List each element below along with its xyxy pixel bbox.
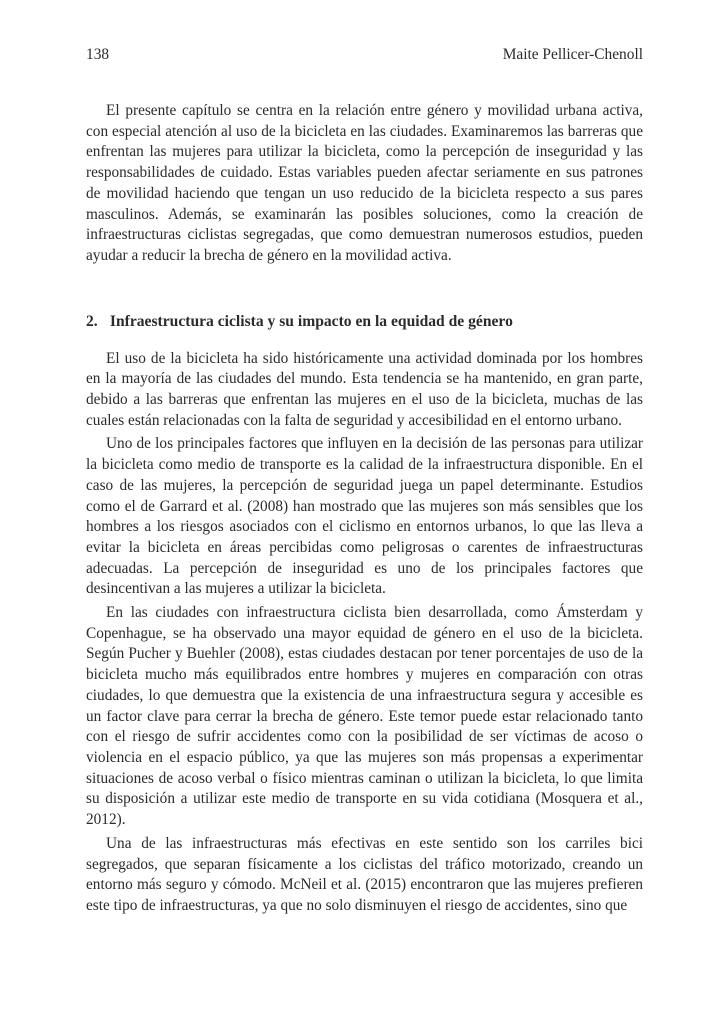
- body-paragraph: En las ciudades con infraestructura ciclista bien desarrollada, como Ámsterdam y Copenhague, se ha observado una mayor equidad de género en el uso de la bicicleta. Según Pucher y Buehler (2008), estas ciudades destacan por tener porcentajes de uso de la bicicleta mucho más equilibrados entre hombres y mujeres en comparación con otras ciudades, lo que demuestra que la existencia de una infraestructura segura y accesible es un factor clave para cerrar la brecha de género. Este temor puede estar relacionado tanto con el riesgo de sufrir accidentes como con la posibilidad de ser víctimas de acoso o violencia en el espacio público, ya que las mujeres son más propensas a experimentar situaciones de acoso verbal o físico mientras caminan o utilizan la bicicleta, lo que limita su disposición a utilizar este medio de transporte en su vida cotidiana (Mosquera et al., 2012).: [86, 604, 643, 829]
- page-number: 138: [86, 46, 110, 63]
- body-paragraph: Uno de los principales factores que influyen en la decisión de las personas para utilizar la bicicleta como medio de transporte es la calidad de la infraestructura disponible. En el caso de las mujeres, la percepción de seguridad juega un papel determinante. Estudios como el de Garrard et al. (2008) han mostrado que las mujeres son más sensibles que los hombres a los riesgos asociados con el ciclismo en entornos urbanos, lo que las lleva a evitar la bicicleta en áreas percibidas como peligrosas o carentes de infraestructuras adecuadas. La percepción de inseguridad es uno de los principales factores que desincentivan a las mujeres a utilizar la bicicleta.: [86, 435, 643, 598]
- section-heading: [86, 311, 643, 333]
- page-body: [86, 101, 643, 917]
- body-paragraph: El uso de la bicicleta ha sido históricamente una actividad dominada por los hombres en la mayoría de las ciudades del mundo. Esta tendencia se ha mantenido, en gran parte, debido a las barreras que enfrentan las mujeres en el uso de la bicicleta, muchas de las cuales están relacionadas con la falta de seguridad y accesibilidad en el entorno urbano.: [86, 349, 643, 429]
- running-head: Maite Pellicer-Chenoll: [502, 46, 643, 63]
- page-header: [86, 46, 643, 68]
- intro-paragraph: El presente capítulo se centra en la relación entre género y movilidad urbana activa, con especial atención al uso de la bicicleta en las ciudades. Examinaremos las barreras que enfrentan las mujeres para utilizar la bicicleta, como la percepción de inseguridad y las responsabilidades de cuidado. Estas variables pueden afectar seriamente en sus patrones de movilidad haciendo que tengan un uso reducido de la bicicleta respecto a sus pares masculinos. Además, se examinarán las posibles soluciones, como la creación de infraestructuras ciclistas segregadas, que como demuestran numerosos estudios, pueden ayudar a reducir la brecha de género en la movilidad activa.: [86, 102, 643, 264]
- section-title: Infraestructura ciclista y su impacto en la equidad de género: [109, 312, 513, 330]
- section-number: 2.: [86, 312, 98, 330]
- body-paragraph: Una de las infraestructuras más efectivas en este sentido son los carriles bici segregados, que separan físicamente a los ciclistas del tráfico motorizado, creando un entorno más seguro y cómodo. McNeil et al. (2015) encontraron que las mujeres prefieren este tipo de infraestructuras, ya que no solo disminuyen el riesgo de accidentes, sino que: [86, 834, 643, 914]
